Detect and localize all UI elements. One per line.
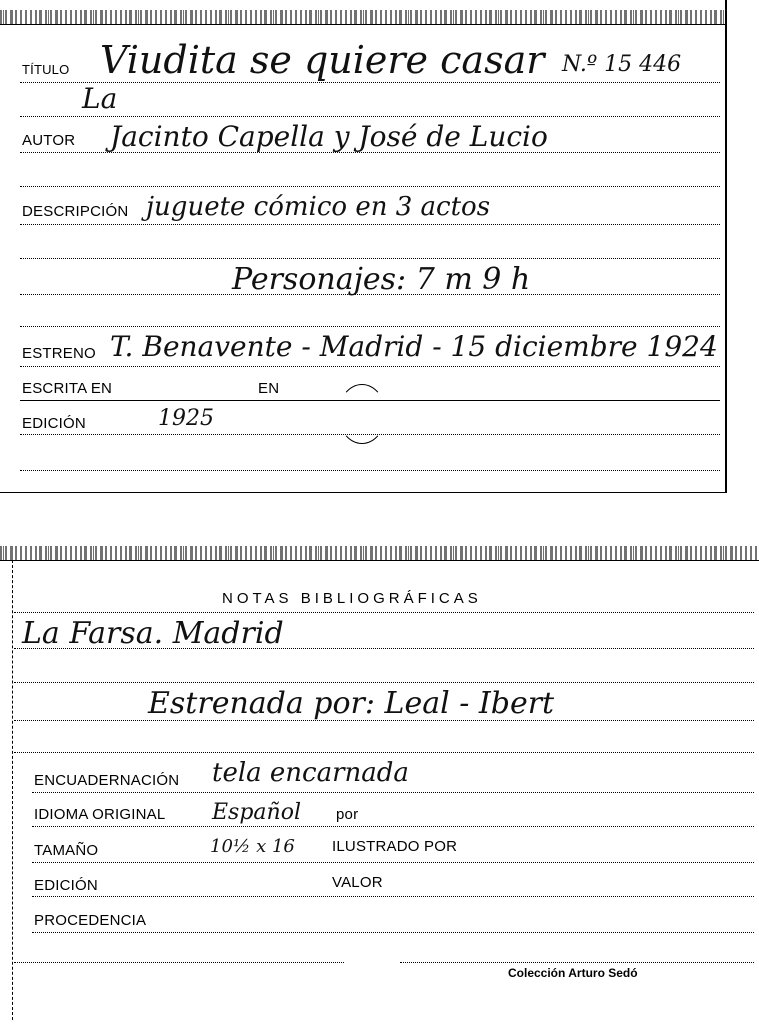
card-top-edge [0, 560, 759, 561]
edicion-value: 1925 [158, 406, 214, 431]
estreno-value: T. Benavente - Madrid - 15 diciembre 1924 [110, 330, 718, 363]
procedencia-label: PROCEDENCIA [34, 912, 147, 929]
titulo-line [20, 82, 720, 83]
tamano-line [32, 862, 754, 863]
collection-label: Colección Arturo Sedó [508, 966, 638, 980]
titulo-article: La [82, 82, 118, 115]
rule-line [20, 186, 720, 187]
card-top-edge [0, 24, 725, 25]
por-label: por [336, 806, 359, 823]
encuadernacion-label: ENCUADERNACIÓN [34, 772, 180, 789]
personajes-value: Personajes: 7 m 9 h [232, 262, 531, 297]
escrita-en-label: ESCRITA EN [22, 380, 113, 397]
note-line-1: La Farsa. Madrid [22, 616, 284, 651]
catalog-card-front [0, 0, 727, 493]
rule-line [14, 648, 754, 649]
titulo-label: TÍTULO [22, 62, 70, 77]
valor-label: VALOR [332, 874, 383, 891]
titulo-value: Viudita se quiere casar [100, 38, 545, 82]
idioma-value: Español [212, 800, 301, 825]
card-left-edge [12, 560, 13, 1020]
rule-line [14, 682, 754, 683]
procedencia-line [32, 932, 754, 933]
autor-label: AUTOR [22, 132, 76, 149]
estreno-line [20, 366, 720, 367]
rule-line [20, 470, 720, 471]
edicion-line-back [32, 896, 754, 897]
descripcion-label: DESCRIPCIÓN [22, 203, 129, 220]
punch-hole-outline [338, 384, 386, 444]
idioma-line [32, 826, 754, 827]
idioma-label: IDIOMA ORIGINAL [34, 806, 166, 823]
ilustrado-label: ILUSTRADO POR [332, 838, 458, 855]
tamano-label: TAMAÑO [34, 842, 99, 859]
notas-title: NOTAS BIBLIOGRÁFICAS [222, 590, 482, 607]
torn-edge-top [0, 10, 725, 24]
descripcion-value: juguete cómico en 3 actos [146, 192, 491, 222]
rule-line [20, 326, 720, 327]
rule-line [400, 962, 754, 963]
estreno-label: ESTRENO [22, 345, 96, 362]
edicion-label-back: EDICIÓN [34, 877, 98, 894]
encuadernacion-value: tela encarnada [212, 758, 409, 788]
rule-line [14, 962, 344, 963]
torn-edge-top [0, 546, 759, 560]
autor-value: Jacinto Capella y José de Lucio [110, 120, 548, 153]
rule-line [14, 720, 754, 721]
catalog-card-back [0, 540, 759, 1028]
rule-line [20, 258, 720, 259]
autor-line [20, 152, 720, 153]
tamano-value: 10½ x 16 [210, 836, 295, 857]
descripcion-line [20, 224, 720, 225]
titulo-number: N.º 15 446 [562, 52, 682, 77]
note-line-2: Estrenada por: Leal - Ibert [148, 686, 555, 721]
edicion-label: EDICIÓN [22, 415, 86, 432]
rule-line [20, 116, 720, 117]
encuadernacion-line [32, 792, 754, 793]
personajes-line [20, 294, 720, 295]
rule-line [14, 752, 754, 753]
rule-line [14, 612, 754, 613]
en-label: EN [258, 380, 280, 397]
